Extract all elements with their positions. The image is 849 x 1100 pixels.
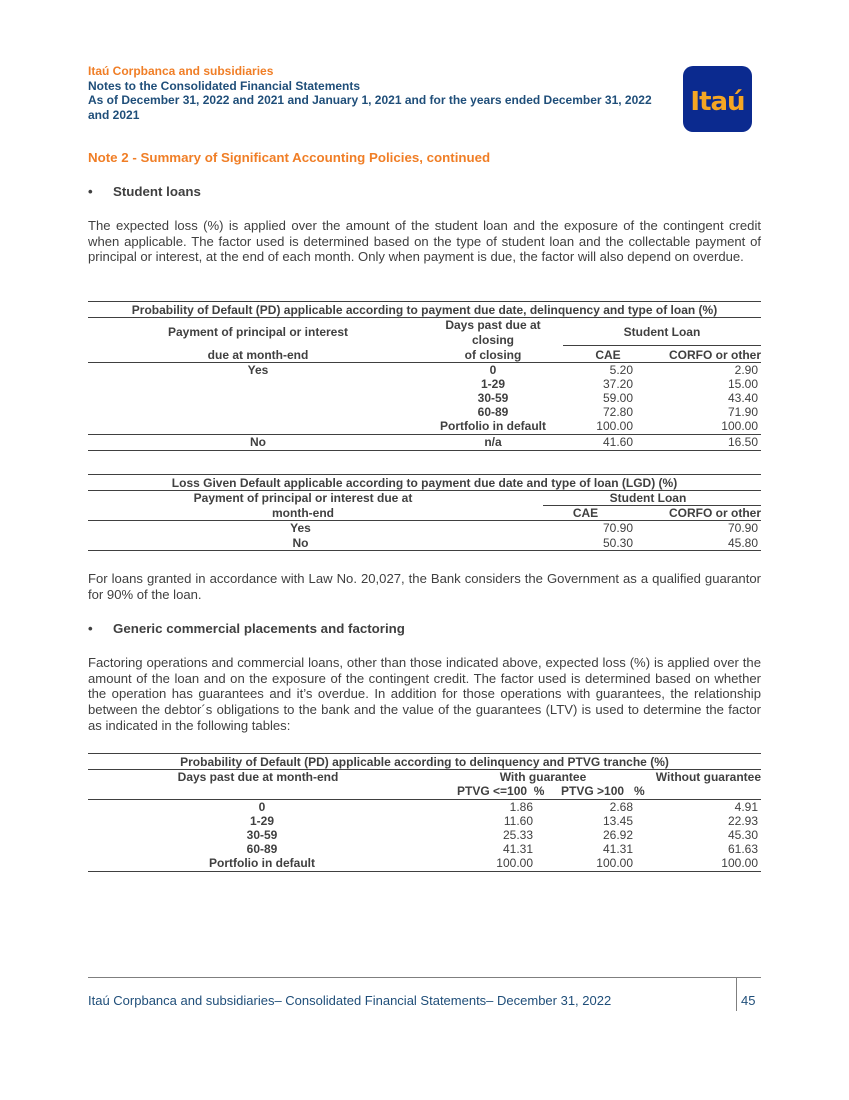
header-period: As of December 31, 2022 and 2021 and January 1, 2021 and for the years ended December 31, 2022 — [88, 93, 652, 107]
company-name: Itaú Corpbanca and subsidiaries — [88, 64, 274, 78]
col-header-student-loan: Student Loan — [609, 491, 687, 505]
row-cae: 41.60 — [602, 435, 633, 449]
lgd-student-loan-table — [88, 474, 761, 552]
col-header-payment-2: month-end — [272, 506, 334, 520]
row-days: Portfolio in default — [209, 856, 315, 870]
pd-ptvg-table — [88, 753, 761, 873]
row-days: Portfolio in default — [440, 419, 546, 433]
row-payment: No — [292, 536, 309, 550]
footer-text: Itaú Corpbanca and subsidiaries– Consolidated Financial Statements– December 31, 2022 — [88, 993, 612, 1008]
row-days: 60-89 — [477, 405, 509, 419]
row-ptvg-high: 100.00 — [596, 856, 633, 870]
row-days: 60-89 — [246, 842, 278, 856]
row-days: 1-29 — [480, 377, 506, 391]
page-header — [88, 64, 688, 122]
table-title: Probability of Default (PD) applicable according to payment due date, delinquency and type of loan (%) — [131, 303, 718, 317]
row-payment: No — [250, 435, 266, 449]
row-days: n/a — [484, 435, 502, 449]
row-days: 0 — [489, 363, 497, 377]
row-corfo: 100.00 — [721, 419, 758, 433]
row-corfo: 16.50 — [727, 435, 758, 449]
itau-logo — [683, 66, 752, 132]
col-header-days-2: closing — [471, 333, 514, 347]
row-corfo: 43.40 — [727, 391, 758, 405]
row-payment: Yes — [247, 363, 269, 377]
student-loans-heading — [88, 184, 201, 199]
row-corfo: 71.90 — [727, 405, 758, 419]
col-header-payment: Payment of principal or interest — [167, 325, 349, 339]
col-header-with-guarantee: With guarantee — [499, 770, 587, 784]
table-title: Loss Given Default applicable according to payment due date and type of loan (LGD) (%) — [171, 476, 678, 490]
row-cae: 37.20 — [602, 377, 633, 391]
col-header-corfo: CORFO or other — [669, 348, 761, 362]
row-ptvg-high: 26.92 — [602, 828, 633, 842]
col-header-student-loan: Student Loan — [623, 325, 701, 339]
header-period-cont: and 2021 — [88, 107, 140, 122]
col-header-corfo: CORFO or other — [669, 506, 761, 520]
row-without: 45.30 — [727, 828, 758, 842]
row-cae: 5.20 — [609, 363, 633, 377]
row-ptvg-low: 11.60 — [503, 814, 533, 828]
row-corfo: 15.00 — [727, 377, 758, 391]
row-cae: 72.80 — [602, 405, 633, 419]
student-loans-paragraph: The expected loss (%) is applied over the amount of the student loan and the exposure of the contingent credit when applicable. The factor used is determined based on the type of student loan and the collectable payment of principal or interest, at the end of each month. Only when payment is due, the factor will also depend on overdue. — [88, 218, 761, 265]
student-loans-heading-text: Student loans — [113, 184, 201, 199]
col-header-days: Days past due at month-end — [177, 770, 339, 784]
row-ptvg-high: 41.31 — [602, 842, 633, 856]
generic-heading-text: Generic commercial placements and factoring — [113, 621, 405, 636]
row-cae: 59.00 — [602, 391, 633, 405]
row-corfo: 70.90 — [727, 521, 758, 535]
row-ptvg-low: 41.31 — [502, 842, 533, 856]
generic-paragraph: Factoring operations and commercial loans, other than those indicated above, expected loss (%) is applied over the amount of the loan and on the exposure of the contingent credit. The factor used is determined based on whether the operation has guarantees and it’s overdue. In addition for those operations with guarantees, the relationship between the debtor´s obligations to the bank and the value of the guarantees (LTV) is used to determine the factor as indicated in the following tables: — [88, 655, 761, 733]
logo-text: Itaú — [690, 87, 745, 117]
row-ptvg-high: 13.45 — [602, 814, 633, 828]
row-corfo: 45.80 — [727, 536, 758, 550]
row-without: 4.91 — [734, 800, 758, 814]
bullet-dot: • — [88, 621, 93, 636]
col-header-ptvg-high: PTVG >100 % — [561, 784, 645, 798]
row-corfo: 2.90 — [734, 363, 758, 377]
col-header-days-3: of closing — [464, 348, 522, 362]
row-without: 61.63 — [727, 842, 758, 856]
footer-page-divider — [736, 977, 737, 1011]
row-ptvg-high: 2.68 — [609, 800, 633, 814]
note-title: Note 2 - Summary of Significant Accounting Policies, continued — [88, 150, 491, 165]
col-header-ptvg-low: PTVG <=100 % — [457, 784, 545, 798]
row-ptvg-low: 1.86 — [509, 800, 533, 814]
footer-divider — [88, 977, 761, 978]
row-payment: Yes — [290, 521, 311, 535]
col-header-without-guarantee: Without guarantee — [655, 770, 761, 784]
page-number: 45 — [741, 993, 756, 1008]
col-header-days: Days past due at — [445, 318, 541, 332]
row-cae: 100.00 — [596, 419, 633, 433]
row-ptvg-low: 100.00 — [496, 856, 533, 870]
header-subtitle: Notes to the Consolidated Financial Statements — [88, 78, 361, 93]
col-header-cae: CAE — [595, 348, 621, 362]
row-days: 30-59 — [477, 391, 509, 405]
pd-student-loan-table — [88, 301, 761, 451]
row-cae: 50.30 — [602, 536, 633, 550]
row-cae: 70.90 — [602, 521, 633, 535]
generic-heading — [88, 621, 405, 636]
row-days: 1-29 — [249, 814, 275, 828]
col-header-cae: CAE — [572, 506, 599, 520]
law-paragraph: For loans granted in accordance with Law No. 20,027, the Bank considers the Government as a qualified guarantor for 90% of the loan. — [88, 571, 761, 602]
table-title: Probability of Default (PD) applicable according to delinquency and PTVG tranche (%) — [180, 755, 669, 769]
row-days: 30-59 — [246, 828, 278, 842]
row-without: 100.00 — [721, 856, 758, 870]
row-without: 22.93 — [727, 814, 758, 828]
row-days: 0 — [258, 800, 266, 814]
bullet-dot: • — [88, 184, 93, 199]
col-header-payment: Payment of principal or interest due at — [193, 491, 413, 505]
col-header-payment-2: due at month-end — [207, 348, 309, 362]
row-ptvg-low: 25.33 — [502, 828, 533, 842]
